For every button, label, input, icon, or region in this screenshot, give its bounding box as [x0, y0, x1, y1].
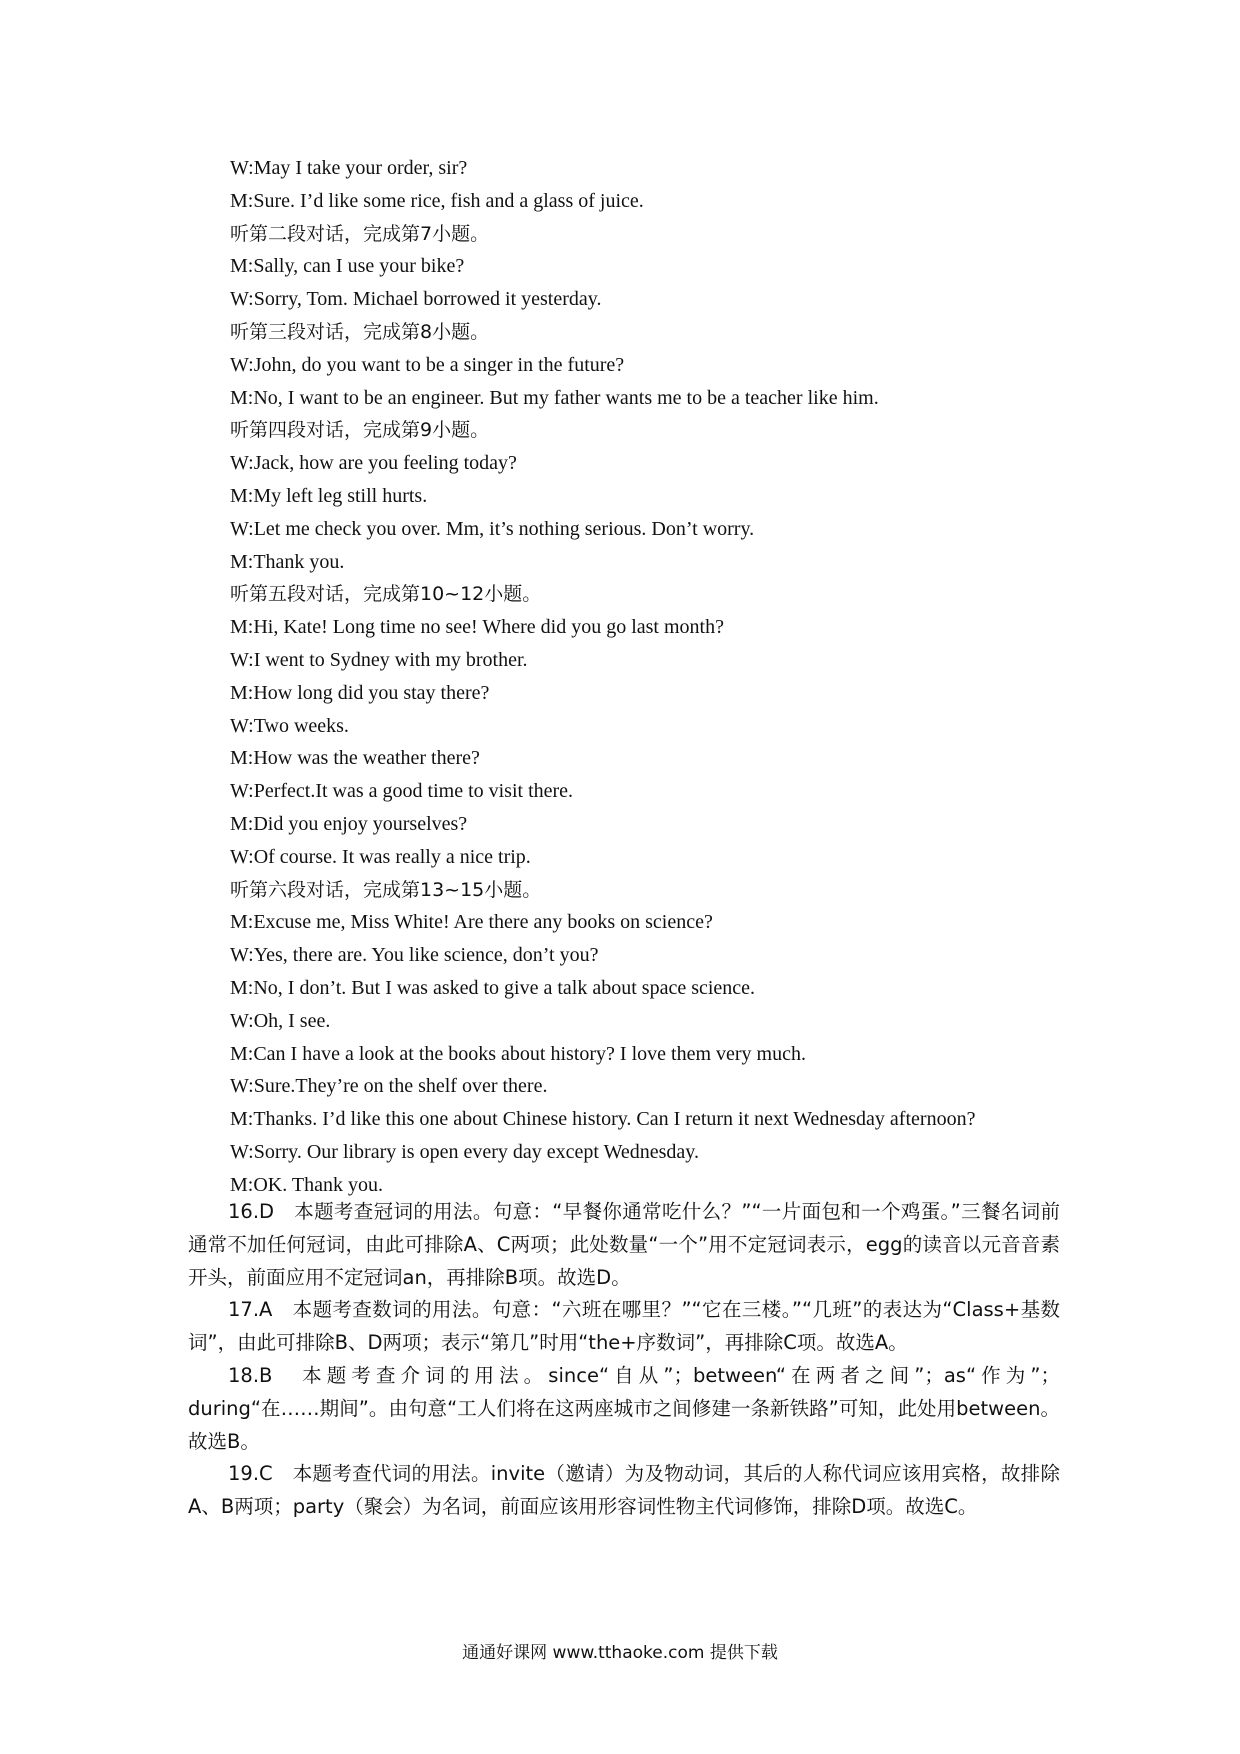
explanation-18: 18.B 本题考查介词的用法。since“自从”；between“在两者之间”；as“作为”；during“在……期间”。由句意“工人们将在这两座城市之间修建一条新铁路”可知，此处用between。故选B。 [188, 1363, 1060, 1453]
section-heading: 听第四段对话，完成第9小题。 [230, 419, 490, 442]
dialogue-line: M:Sure. I’d like some rice, fish and a glass of juice. [230, 189, 644, 212]
section-heading: 听第三段对话，完成第8小题。 [230, 320, 490, 343]
dialogue-line: M:Excuse me, Miss White! Are there any books on science? [230, 911, 713, 934]
dialogue-line: W:May I take your order, sir? [230, 157, 468, 179]
dialogue-line: W:Sure.They’re on the shelf over there. [230, 1075, 548, 1098]
dialogue-line: W:Oh, I see. [230, 1009, 331, 1032]
dialogue-line: W:Of course. It was really a nice trip. [230, 845, 531, 868]
answer-explanations [188, 1196, 1060, 1524]
dialogue-line: W:John, do you want to be a singer in the future? [230, 353, 625, 376]
listening-transcript [230, 152, 1130, 1202]
dialogue-line: W:Jack, how are you feeling today? [230, 452, 517, 475]
dialogue-line: M:Did you enjoy yourselves? [230, 812, 468, 835]
dialogue-line: W:I went to Sydney with my brother. [230, 648, 528, 671]
dialogue-line: M:Sally, can I use your bike? [230, 255, 465, 278]
explanation-19: 19.C 本题考查代词的用法。invite（邀请）为及物动词，其后的人称代词应该用宾格，故排除A、B两项；party（聚会）为名词，前面应该用形容词性物主代词修饰，排除D项。故选C。 [188, 1462, 1060, 1519]
dialogue-line: W:Perfect.It was a good time to visit there. [230, 780, 574, 803]
section-heading: 听第六段对话，完成第13~15小题。 [230, 878, 542, 901]
dialogue-line: W:Sorry. Our library is open every day except Wednesday. [230, 1140, 699, 1163]
dialogue-line: M:No, I don’t. But I was asked to give a talk about space science. [230, 976, 756, 999]
dialogue-line: W:Let me check you over. Mm, it’s nothing serious. Don’t worry. [230, 517, 755, 540]
section-heading: 听第五段对话，完成第10~12小题。 [230, 583, 542, 606]
explanation-16: 16.D 本题考查冠词的用法。句意：“早餐你通常吃什么？”“一片面包和一个鸡蛋。”三餐名词前通常不加任何冠词，由此可排除A、C两项；此处数量“一个”用不定冠词表示，egg的读音以元音音素开头，前面应用不定冠词an，再排除B项。故选D。 [188, 1200, 1060, 1289]
dialogue-line: M:No, I want to be an engineer. But my father wants me to be a teacher like him. [230, 386, 879, 409]
dialogue-line: M:How was the weather there? [230, 747, 480, 770]
dialogue-line: M:Hi, Kate! Long time no see! Where did you go last month? [230, 616, 724, 639]
dialogue-line: M:Thank you. [230, 550, 345, 573]
dialogue-line: W:Yes, there are. You like science, don’t you? [230, 944, 599, 967]
dialogue-line: M:OK. Thank you. [230, 1173, 383, 1196]
dialogue-line: M:Can I have a look at the books about history? I love them very much. [230, 1042, 806, 1065]
dialogue-line: M:Thanks. I’d like this one about Chinese history. Can I return it next Wednesday afternoon? [230, 1108, 976, 1131]
dialogue-line: M:My left leg still hurts. [230, 484, 428, 507]
dialogue-line: W:Sorry, Tom. Michael borrowed it yesterday. [230, 288, 602, 311]
section-heading: 听第二段对话，完成第7小题。 [230, 222, 490, 245]
dialogue-line: M:How long did you stay there? [230, 681, 490, 704]
explanation-17: 17.A 本题考查数词的用法。句意：“六班在哪里？”“它在三楼。”“几班”的表达为“Class+基数词”，由此可排除B、D两项；表示“第几”时用“the+序数词”，再排除C项。故选A。 [188, 1298, 1060, 1355]
dialogue-line: W:Two weeks. [230, 714, 349, 737]
page-footer: 通通好课网 www.tthaoke.com 提供下载 [462, 1643, 778, 1663]
